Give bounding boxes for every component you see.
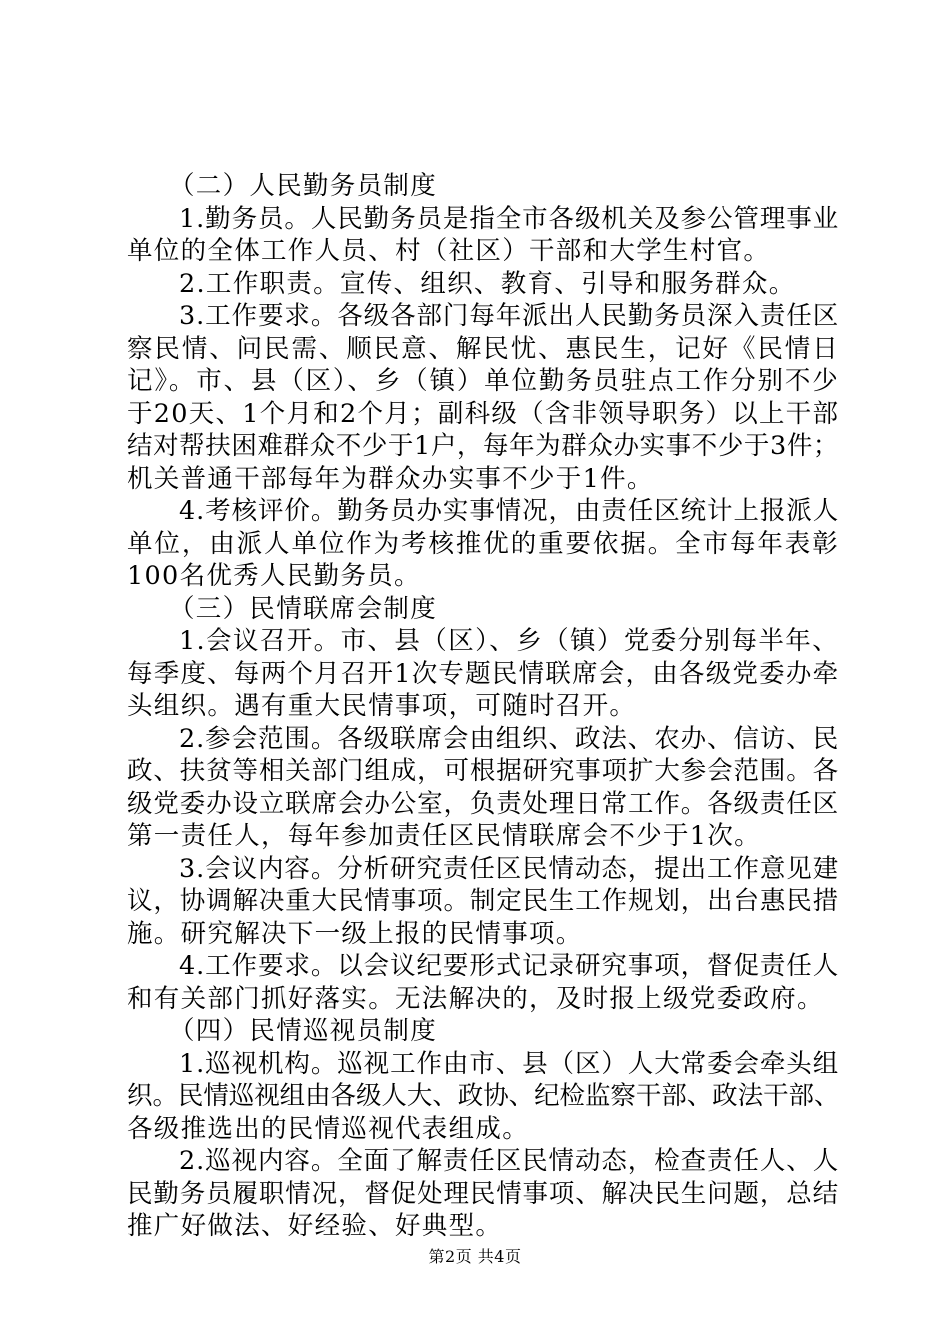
page-footer: 第2页 共4页 — [428, 1247, 522, 1266]
section-heading: （二）人民勤务员制度 — [169, 171, 438, 201]
paragraph-line: 记》。市、县（区）、乡（镇）单位勤务员驻点工作分别不少 — [127, 366, 839, 396]
section-heading: （三）民情联席会制度 — [169, 593, 438, 624]
paragraph-line: 单位的全体工作人员、村（社区）干部和大学生村官。 — [127, 236, 771, 266]
paragraph-line: 结对帮扶困难群众不少于1户，每年为群众办实事不少于3件； — [127, 431, 839, 461]
paragraph-line: 织。民情巡视组由各级人大、政协、纪检监察干部、政法干部、 — [127, 1081, 840, 1111]
paragraph-line: 单位，由派人单位作为考核推优的重要依据。全市每年表彰 — [127, 528, 839, 559]
paragraph-line: 机关普通干部每年为群众办实事不少于1件。 — [127, 463, 654, 494]
paragraph-line: 1.巡视机构。巡视工作由市、县（区）人大常委会牵头组 — [179, 1048, 840, 1079]
paragraph-line: 2.巡视内容。全面了解责任区民情动态，检查责任人、人 — [179, 1146, 840, 1176]
document-text — [127, 170, 839, 1243]
document-body — [127, 170, 839, 1243]
section-heading: （四）民情巡视员制度 — [169, 1016, 438, 1046]
paragraph-line: 头组织。遇有重大民情事项，可随时召开。 — [127, 691, 637, 721]
paragraph-line: 察民情、问民需、顺民意、解民忧、惠民生，记好《民情日 — [127, 333, 839, 364]
paragraph-line: 2.工作职责。宣传、组织、教育、引导和服务群众。 — [179, 268, 796, 299]
paragraph-line: 4.考核评价。勤务员办实事情况，由责任区统计上报派人 — [179, 496, 840, 526]
paragraph-line: 100名优秀人民勤务员。 — [127, 561, 421, 591]
paragraph-line: 第一责任人，每年参加责任区民情联席会不少于1次。 — [127, 821, 761, 851]
paragraph-line: 议，协调解决重大民情事项。制定民生工作规划，出台惠民措 — [127, 886, 839, 916]
paragraph-line: 民勤务员履职情况，督促处理民情事项、解决民生问题，总结 — [127, 1178, 839, 1209]
paragraph-line: 3.工作要求。各级各部门每年派出人民勤务员深入责任区 — [179, 301, 840, 331]
paragraph-line: 推广好做法、好经验、好典型。 — [127, 1211, 503, 1241]
paragraph-line: 1.会议召开。市、县（区）、乡（镇）党委分别每半年、 — [179, 626, 839, 656]
paragraph-line: 每季度、每两个月召开1次专题民情联席会，由各级党委办牵 — [127, 658, 840, 689]
paragraph-line: 3.会议内容。分析研究责任区民情动态，提出工作意见建 — [179, 853, 840, 884]
paragraph-line: 于20天、1个月和2个月；副科级（含非领导职务）以上干部 — [127, 398, 840, 429]
paragraph-line: 1.勤务员。人民勤务员是指全市各级机关及参公管理事业 — [179, 203, 840, 234]
paragraph-line: 和有关部门抓好落实。无法解决的，及时报上级党委政府。 — [127, 983, 824, 1014]
paragraph-line: 政、扶贫等相关部门组成，可根据研究事项扩大参会范围。各 — [127, 756, 839, 786]
paragraph-line: 4.工作要求。以会议纪要形式记录研究事项，督促责任人 — [179, 951, 840, 981]
paragraph-line: 施。研究解决下一级上报的民情事项。 — [127, 918, 583, 949]
paragraph-line: 级党委办设立联席会办公室，负责处理日常工作。各级责任区 — [127, 788, 839, 819]
paragraph-line: 2.参会范围。各级联席会由组织、政法、农办、信访、民 — [179, 723, 840, 754]
paragraph-line: 各级推选出的民情巡视代表组成。 — [127, 1113, 530, 1144]
